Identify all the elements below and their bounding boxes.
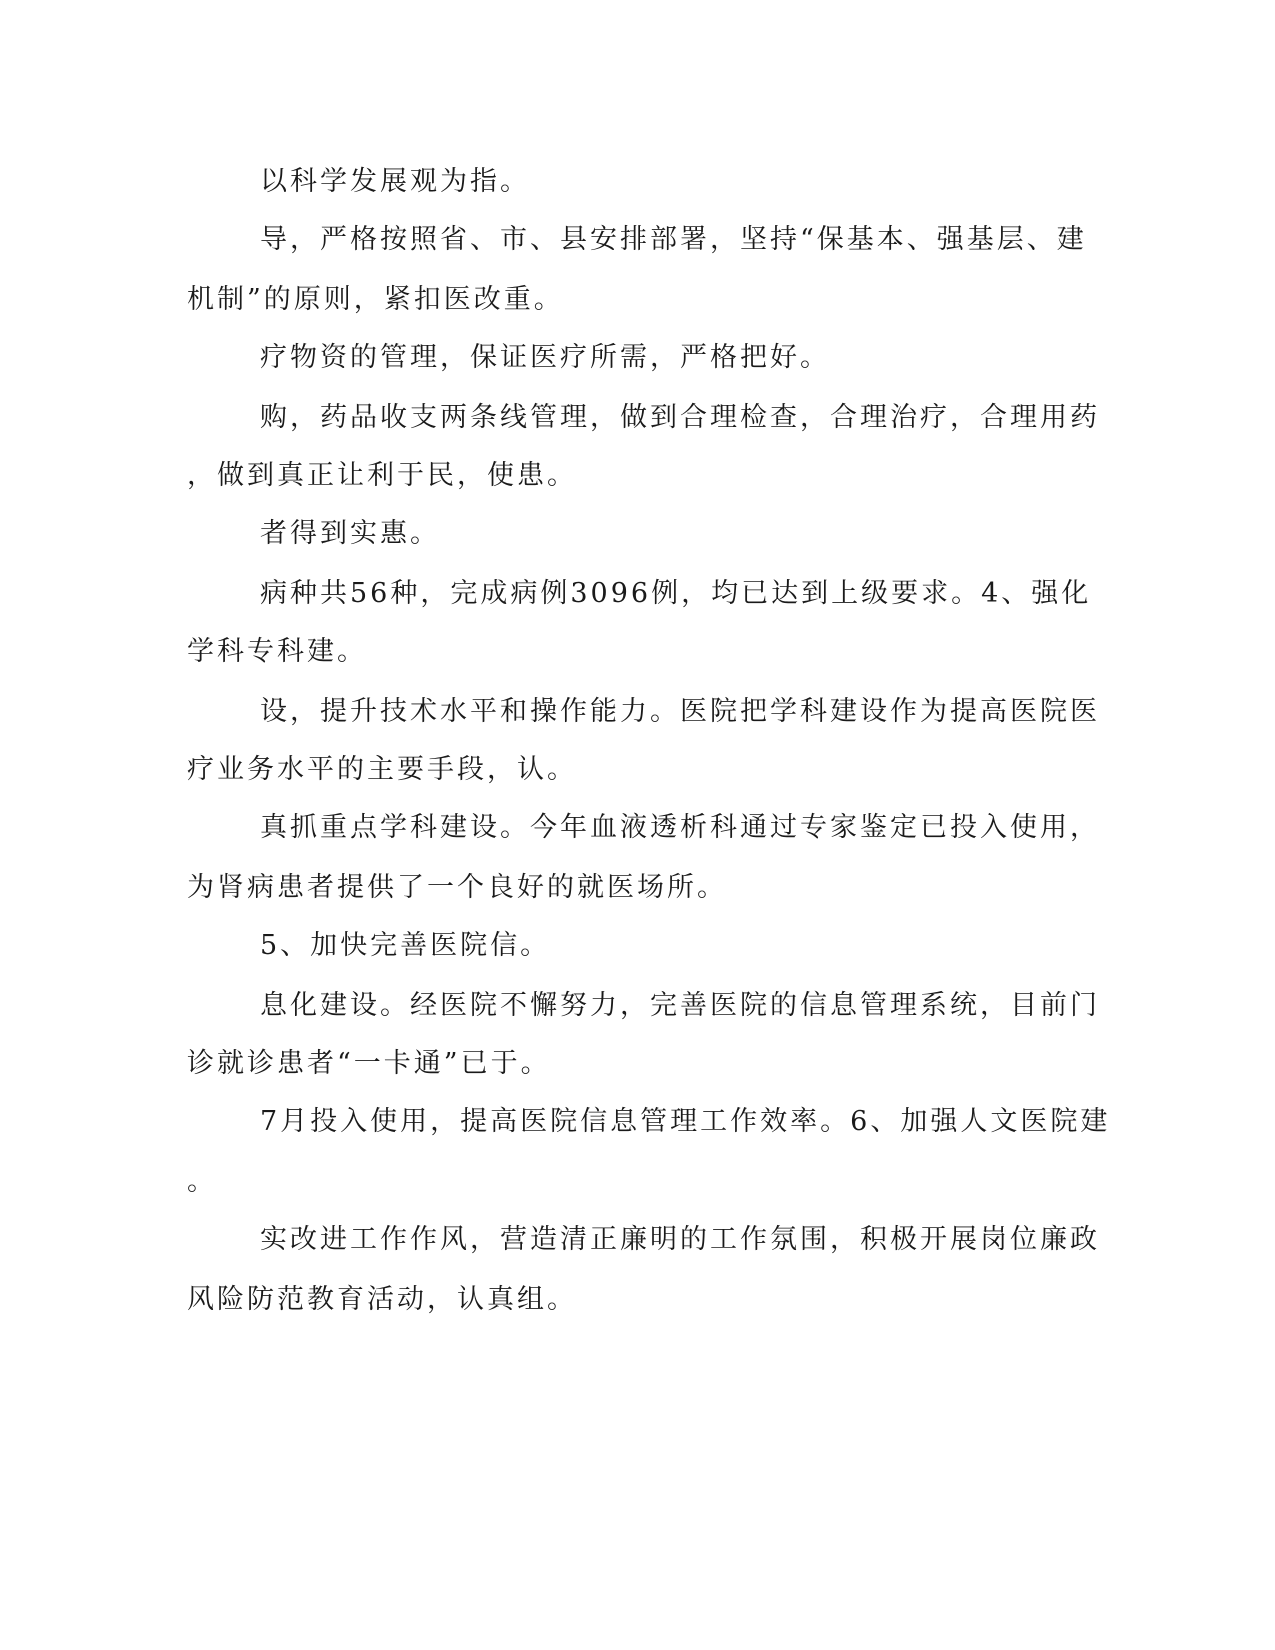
paragraph-line: 5、加快完善医院信。 bbox=[260, 930, 551, 961]
paragraph-line: 学科专科建。 bbox=[187, 636, 367, 667]
paragraph-line: 为肾病患者提供了一个良好的就医场所。 bbox=[187, 872, 727, 903]
paragraph-line: 。 bbox=[187, 1166, 217, 1197]
paragraph-line: 购，药品收支两条线管理，做到合理检查，合理治疗，合理用药 bbox=[260, 402, 1100, 433]
paragraph-line: 息化建设。经医院不懈努力，完善医院的信息管理系统，目前门 bbox=[260, 990, 1100, 1021]
paragraph-line: 疗物资的管理，保证医疗所需，严格把好。 bbox=[260, 342, 830, 373]
paragraph-line: 以科学发展观为指。 bbox=[260, 166, 530, 197]
paragraph-line: 真抓重点学科建设。今年血液透析科通过专家鉴定已投入使用， bbox=[260, 812, 1100, 843]
paragraph-line: 7月投入使用，提高医院信息管理工作效率。6、加强人文医院建 bbox=[260, 1106, 1111, 1137]
paragraph-line: 机制”的原则，紧扣医改重。 bbox=[187, 284, 564, 315]
paragraph-line: 诊就诊患者“一卡通”已于。 bbox=[187, 1048, 551, 1079]
paragraph-line: 疗业务水平的主要手段，认。 bbox=[187, 754, 577, 785]
paragraph-line: ，做到真正让利于民，使患。 bbox=[187, 460, 577, 491]
paragraph-line: 风险防范教育活动，认真组。 bbox=[187, 1284, 577, 1315]
paragraph-line: 实改进工作作风，营造清正廉明的工作氛围，积极开展岗位廉政 bbox=[260, 1224, 1100, 1255]
paragraph-line: 设，提升技术水平和操作能力。医院把学科建设作为提高医院医 bbox=[260, 696, 1100, 727]
paragraph-line: 者得到实惠。 bbox=[260, 518, 440, 549]
paragraph-line: 导，严格按照省、市、县安排部署，坚持“保基本、强基层、建 bbox=[260, 224, 1087, 255]
paragraph-line: 病种共56种，完成病例3096例，均已达到上级要求。4、强化 bbox=[260, 578, 1092, 609]
